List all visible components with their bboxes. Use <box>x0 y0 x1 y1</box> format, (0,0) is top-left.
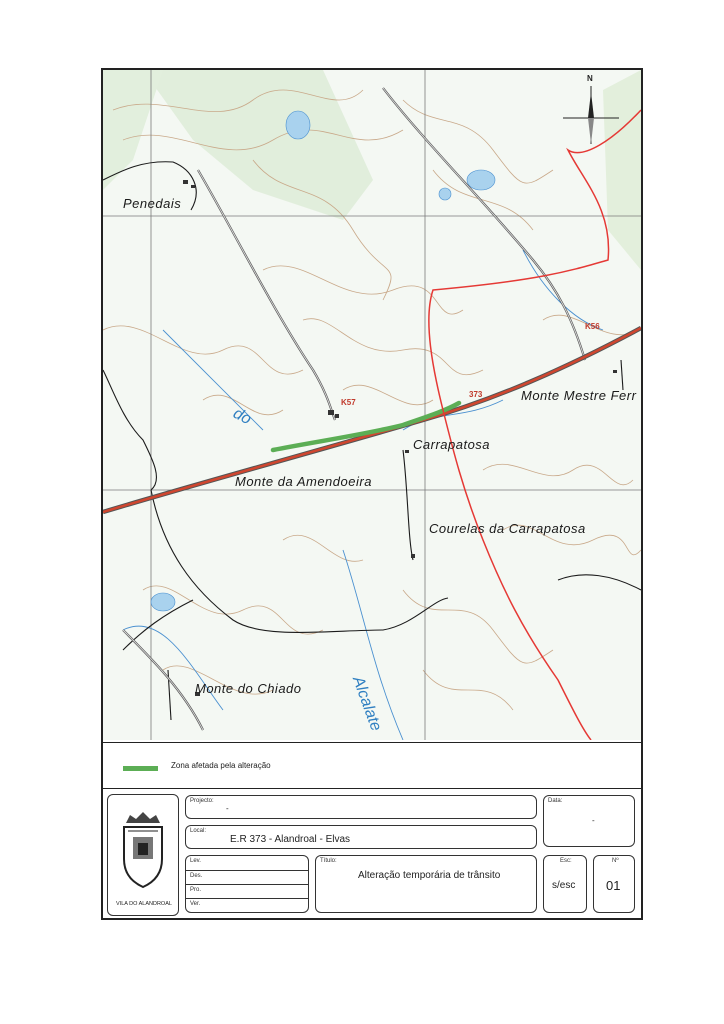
projecto-value: - <box>226 804 229 813</box>
place-penedais: Penedais <box>123 196 182 211</box>
local-label: Local: <box>190 828 207 834</box>
local-value: E.R 373 - Alandroal - Elvas <box>230 834 351 845</box>
place-courelas: Courelas da Carrapatosa <box>429 521 586 536</box>
topographic-map <box>103 70 641 740</box>
legend-label: Zona afetada pela alteração <box>171 761 271 770</box>
num-label: Nº <box>612 858 619 864</box>
legend-swatch <box>123 766 158 771</box>
place-monte-mestre: Monte Mestre Ferr <box>521 388 637 403</box>
road-tag-k57: K57 <box>341 398 356 407</box>
road-tag-k56: K56 <box>585 322 600 331</box>
north-arrow-icon <box>559 78 623 148</box>
projecto-box <box>185 795 537 819</box>
crest-text: VILA DO ALANDROAL <box>116 901 172 907</box>
water-label-do: do <box>230 404 254 429</box>
local-box <box>185 825 537 849</box>
place-carrapatosa: Carrapatosa <box>413 437 491 452</box>
crest-box <box>107 794 179 916</box>
num-value: 01 <box>606 878 621 893</box>
map-area <box>103 70 641 740</box>
titulo-label: Título: <box>320 858 337 864</box>
esc-box <box>543 855 587 913</box>
num-box <box>593 855 635 913</box>
road-er-373 <box>103 328 641 512</box>
lev-label: Lev. <box>190 858 201 864</box>
map-sheet <box>101 68 643 920</box>
place-monte-chiado: Monte do Chiado <box>195 681 302 696</box>
pro-label: Pro. <box>190 887 202 893</box>
vegetation-area <box>103 70 163 190</box>
road-er-373-casing <box>103 328 641 512</box>
road-tag-373: 373 <box>469 390 483 399</box>
water-label-alcalate: Alcalate <box>349 674 385 734</box>
esc-value: s/esc <box>552 880 576 891</box>
titulo-box <box>315 855 537 913</box>
title-block <box>103 788 641 919</box>
legend <box>103 742 641 789</box>
grid-lines <box>103 70 641 740</box>
esc-label: Esc: <box>560 858 572 864</box>
settlements <box>183 180 617 696</box>
data-label: Data: <box>548 798 563 804</box>
ver-label: Ver. <box>190 901 201 907</box>
data-box <box>543 795 635 847</box>
des-label: Des. <box>190 873 203 879</box>
tracks <box>103 162 641 720</box>
data-value: - <box>592 816 595 825</box>
municipal-crest-icon <box>114 809 172 899</box>
titulo-value: Alteração temporária de trânsito <box>358 870 501 881</box>
place-monte-amendoeira: Monte da Amendoeira <box>235 474 372 489</box>
north-label: N <box>587 74 593 83</box>
streams <box>123 250 603 740</box>
lev-box <box>185 855 309 913</box>
projecto-label: Projecto: <box>190 798 214 804</box>
